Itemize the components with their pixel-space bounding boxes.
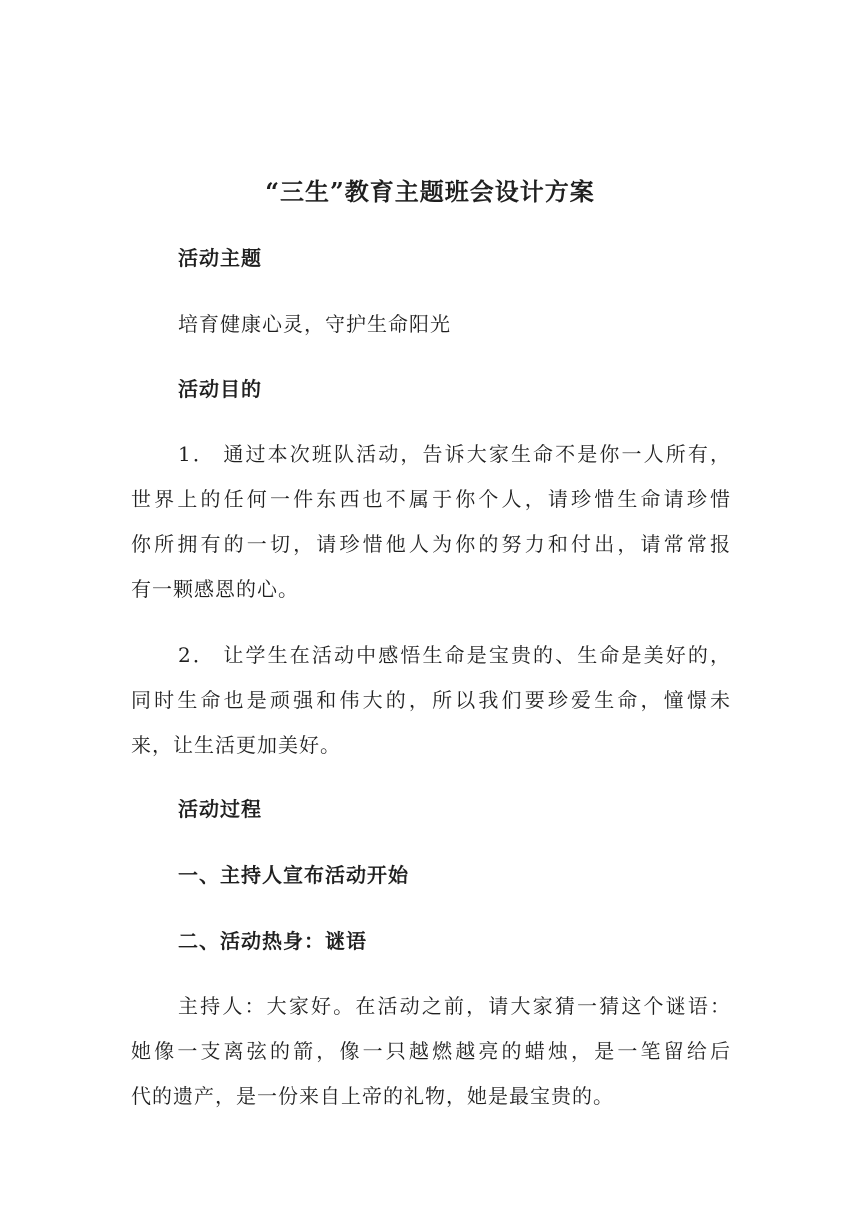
document-title: “三生”教育主题班会设计方案: [265, 177, 595, 206]
host-paragraph-line: 她像一支离弦的箭，像一只越燃越亮的蜡烛，是一笔留给后: [131, 1039, 731, 1063]
theme-heading: 活动主题: [178, 246, 262, 270]
host-paragraph-line: 主持人：大家好。在活动之前，请大家猜一猜这个谜语：: [178, 994, 731, 1018]
purpose-2-line: 2． 让学生在活动中感悟生命是宝贵的、生命是美好的，: [178, 643, 731, 667]
step-1-heading: 一、主持人宣布活动开始: [178, 863, 409, 887]
process-heading: 活动过程: [178, 797, 262, 821]
host-paragraph-line: 代的遗产，是一份来自上帝的礼物，她是最宝贵的。: [131, 1084, 614, 1108]
purpose-1-line: 有一颗感恩的心。: [131, 577, 299, 601]
purpose-1-line: 你所拥有的一切，请珍惜他人为你的努力和付出，请常常报: [131, 532, 731, 556]
purpose-1-line: 世界上的任何一件东西也不属于你个人，请珍惜生命请珍惜: [131, 487, 731, 511]
purpose-heading: 活动目的: [178, 377, 262, 401]
theme-text: 培育健康心灵，守护生命阳光: [178, 312, 451, 336]
step-2-heading: 二、活动热身：谜语: [178, 929, 367, 953]
purpose-2-line: 同时生命也是顽强和伟大的，所以我们要珍爱生命，憧憬未: [131, 688, 731, 712]
purpose-2-line: 来，让生活更加美好。: [131, 733, 341, 757]
purpose-1-line: 1． 通过本次班队活动，告诉大家生命不是你一人所有，: [178, 442, 731, 466]
